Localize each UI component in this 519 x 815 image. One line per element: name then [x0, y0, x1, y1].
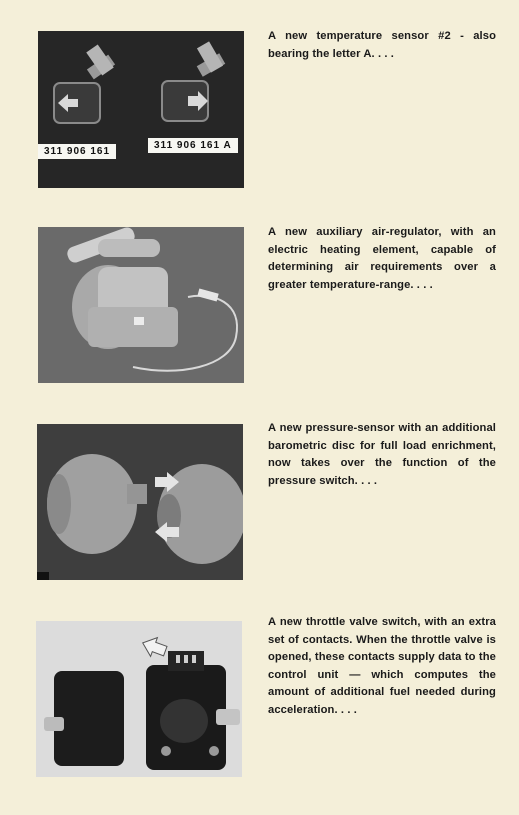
throttle-switch-photo: [36, 621, 242, 777]
air-regulator-caption: [268, 224, 496, 294]
part-number-label: 311 906 161: [38, 144, 116, 159]
temperature-sensor-caption: [268, 28, 496, 63]
pressure-sensor-photo: [37, 424, 243, 580]
part-number-label: 311 906 161 A: [148, 138, 238, 153]
caption-text: A new temperature sensor #2 - also bearing the letter A. . . .: [268, 30, 496, 60]
temperature-sensor-photo: [38, 31, 244, 188]
pressure-sensor-caption: [268, 420, 496, 490]
caption-text: A new auxiliary air-regulator, with an electric heating element, capable of determining air requirements over a greater temperature-range. . . .: [268, 226, 496, 291]
air-regulator-photo: [38, 227, 244, 383]
caption-text: A new throttle valve switch, with an extra set of contacts. When the throttle valve is opened, these contacts supply data to the control unit — which computes the amount of additional fuel needed during acceleration. . . .: [268, 616, 496, 716]
throttle-switch-caption: [268, 614, 496, 719]
caption-text: A new pressure-sensor with an additional barometric disc for full load enrichment, now takes over the function of the pressure switch. . . .: [268, 422, 496, 487]
